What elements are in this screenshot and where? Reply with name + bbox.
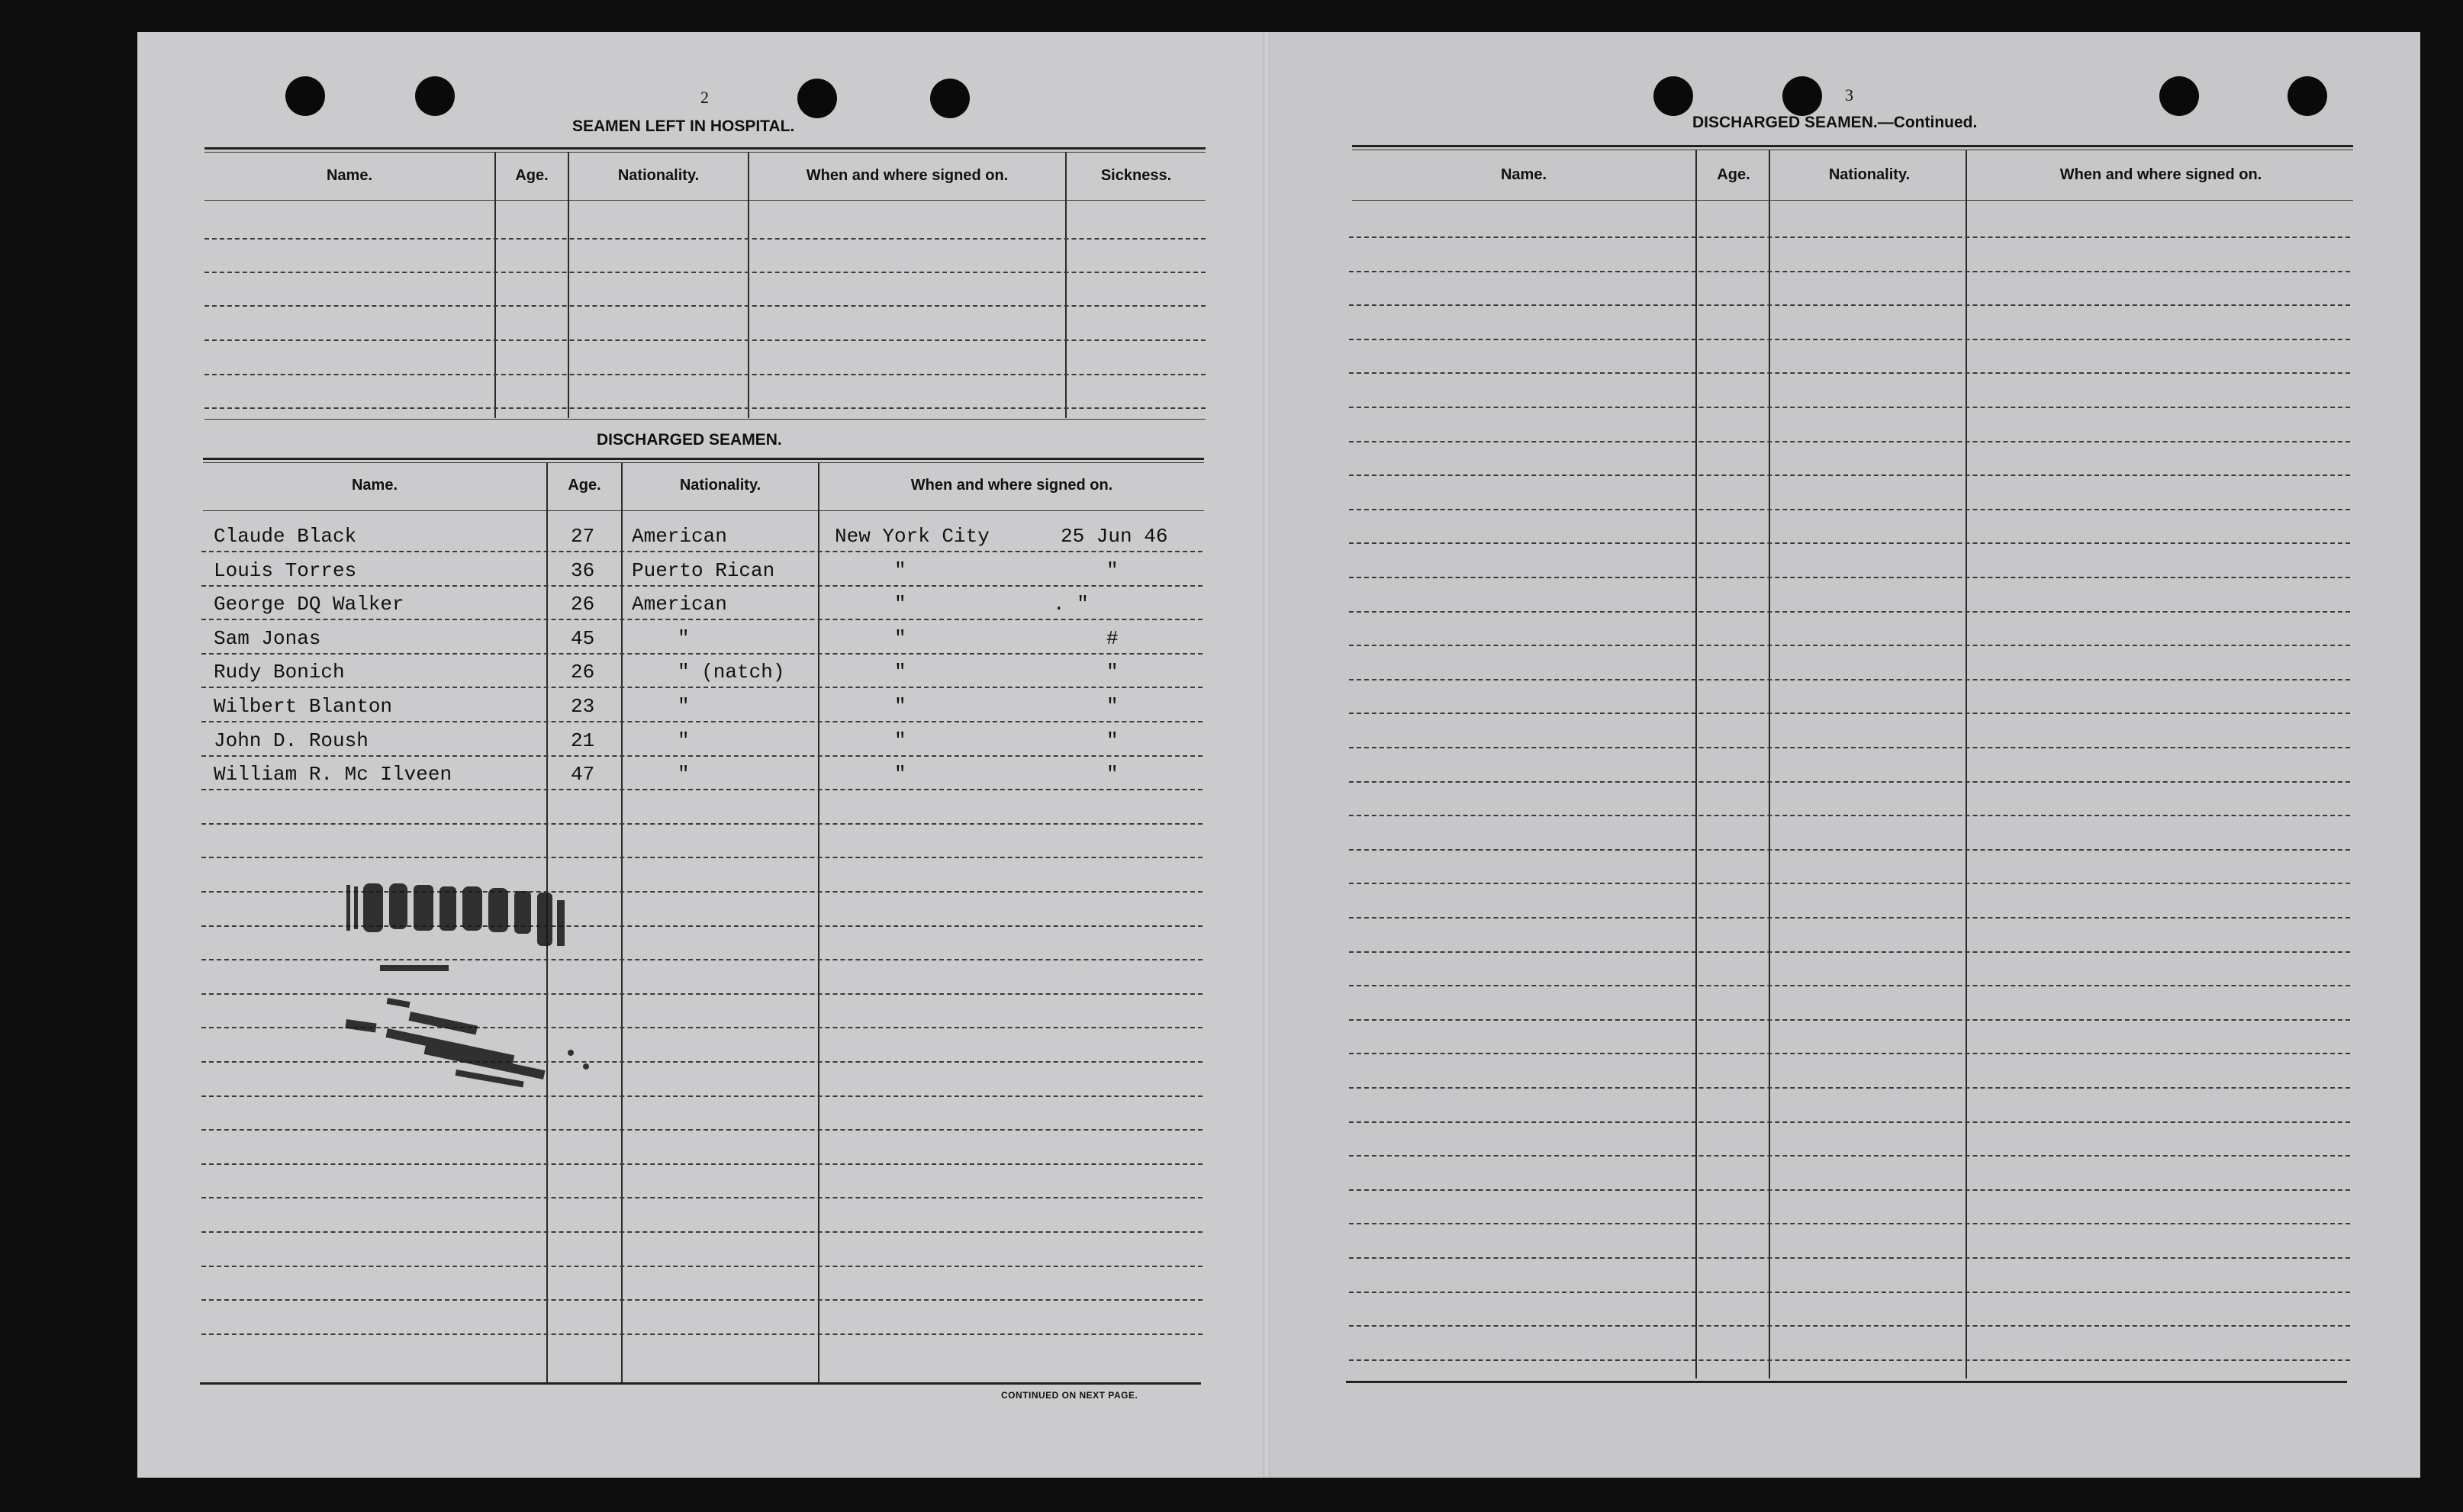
cell-place: " <box>894 695 906 718</box>
cell-name: Sam Jonas <box>214 627 321 650</box>
row-line <box>1349 611 2350 613</box>
right-header-name: Name. <box>1500 166 1547 183</box>
punch-hole <box>2288 76 2327 116</box>
discharged-header-rule <box>203 510 1204 511</box>
cell-name: Claude Black <box>214 525 357 548</box>
received-stamp <box>342 870 632 1106</box>
cell-place: " <box>894 729 906 752</box>
row-line <box>1349 372 2350 374</box>
row-line <box>201 1129 1203 1131</box>
hospital-col-divider <box>748 153 749 418</box>
hospital-row-line <box>204 407 1206 409</box>
cell-nationality: " <box>678 627 690 650</box>
discharged-header-signed-on: When and where signed on. <box>910 477 1113 494</box>
row-line <box>1349 747 2350 748</box>
row-line <box>1349 509 2350 510</box>
cell-date: . " <box>1053 593 1089 616</box>
continued-footer: CONTINUED ON NEXT PAGE. <box>1001 1390 1138 1401</box>
row-line <box>1349 577 2350 578</box>
row-line <box>1349 679 2350 680</box>
cell-nationality: American <box>632 593 727 616</box>
hospital-row-line <box>204 339 1206 341</box>
cell-date: " <box>1106 763 1119 786</box>
row-line <box>201 755 1203 757</box>
cell-age: 47 <box>571 763 595 786</box>
cell-place: " <box>894 593 906 616</box>
cell-date: " <box>1106 661 1119 684</box>
hospital-col-divider <box>1065 153 1067 418</box>
discharged-header-nationality: Nationality. <box>679 477 761 494</box>
hospital-row-line <box>204 374 1206 375</box>
row-line <box>201 551 1203 552</box>
row-line <box>1349 1019 2350 1021</box>
row-line <box>1349 407 2350 408</box>
cell-date: " <box>1106 729 1119 752</box>
row-line <box>1349 985 2350 986</box>
discharged-continued-title: DISCHARGED SEAMEN.—Continued. <box>1692 114 1978 131</box>
row-line <box>201 687 1203 688</box>
cell-age: 36 <box>571 559 595 582</box>
cell-nationality: " <box>678 695 690 718</box>
row-line <box>201 585 1203 587</box>
hospital-row-line <box>204 238 1206 240</box>
row-line <box>1349 951 2350 953</box>
hospital-section-title: SEAMEN LEFT IN HOSPITAL. <box>572 117 795 135</box>
cell-name: William R. Mc Ilveen <box>214 763 452 786</box>
row-line <box>1349 1155 2350 1157</box>
row-line <box>201 1163 1203 1165</box>
cell-place: " <box>894 627 906 650</box>
row-line <box>1349 1257 2350 1259</box>
hospital-row-line <box>204 272 1206 273</box>
right-page <box>1267 32 2420 1478</box>
cell-name: Louis Torres <box>214 559 357 582</box>
cell-nationality: " <box>678 729 690 752</box>
row-line <box>1349 236 2350 238</box>
hospital-col-divider <box>494 153 496 418</box>
row-line <box>201 1197 1203 1198</box>
row-line <box>1349 339 2350 340</box>
hospital-row-line <box>204 305 1206 307</box>
cell-name: Rudy Bonich <box>214 661 345 684</box>
row-line <box>1349 645 2350 646</box>
hospital-header-name: Name. <box>326 167 373 184</box>
punch-hole <box>1782 76 1822 116</box>
punch-hole <box>415 76 455 116</box>
row-line <box>201 1299 1203 1301</box>
row-line <box>1349 304 2350 306</box>
row-line <box>1349 1292 2350 1293</box>
discharged-col-divider <box>818 462 819 1382</box>
row-line <box>1349 781 2350 783</box>
row-line <box>1349 713 2350 714</box>
right-table-bottom-rule <box>1346 1381 2347 1383</box>
discharged-table-top-rule <box>203 458 1204 460</box>
punch-hole <box>2159 76 2199 116</box>
punch-hole <box>797 79 837 118</box>
cell-name: Wilbert Blanton <box>214 695 393 718</box>
discharged-table-top-rule-2 <box>203 462 1204 463</box>
row-line <box>1349 1087 2350 1089</box>
right-col-divider <box>1966 150 1967 1378</box>
hospital-table-top-rule <box>204 147 1206 150</box>
cell-name: George DQ Walker <box>214 593 404 616</box>
cell-age: 26 <box>571 593 595 616</box>
cell-nationality: " (natch) <box>678 661 785 684</box>
cell-date: " <box>1106 695 1119 718</box>
hospital-table-top-rule-2 <box>204 152 1206 153</box>
right-header-signed-on: When and where signed on. <box>2059 166 2262 183</box>
hospital-header-sickness: Sickness. <box>1100 167 1172 184</box>
page-number: 3 <box>1845 85 1853 105</box>
hospital-header-rule <box>204 200 1206 201</box>
row-line <box>1349 1359 2350 1361</box>
row-line <box>201 1266 1203 1267</box>
punch-hole <box>285 76 325 116</box>
row-line <box>201 653 1203 655</box>
row-line <box>201 823 1203 825</box>
cell-age: 26 <box>571 661 595 684</box>
row-line <box>1349 815 2350 816</box>
cell-age: 45 <box>571 627 595 650</box>
hospital-header-nationality: Nationality. <box>617 167 700 184</box>
row-line <box>201 857 1203 858</box>
page-number: 2 <box>700 88 709 107</box>
row-line <box>201 619 1203 620</box>
page-fold <box>1263 32 1270 1478</box>
right-header-rule <box>1352 200 2353 201</box>
row-line <box>201 789 1203 790</box>
row-line <box>1349 1053 2350 1054</box>
cell-age: 23 <box>571 695 595 718</box>
cell-nationality: Puerto Rican <box>632 559 775 582</box>
right-table-top-rule <box>1352 145 2353 147</box>
row-line <box>1349 475 2350 476</box>
hospital-col-divider <box>568 153 569 418</box>
row-line <box>1349 542 2350 544</box>
cell-place: New York City <box>835 525 990 548</box>
discharged-header-name: Name. <box>351 477 398 494</box>
row-line <box>1349 849 2350 851</box>
row-line <box>1349 441 2350 442</box>
right-col-divider <box>1769 150 1770 1378</box>
cell-nationality: American <box>632 525 727 548</box>
hospital-header-age: Age. <box>515 167 549 184</box>
cell-nationality: " <box>678 763 690 786</box>
row-line <box>1349 1223 2350 1224</box>
row-line <box>1349 1189 2350 1191</box>
row-line <box>1349 917 2350 918</box>
cell-place: " <box>894 763 906 786</box>
cell-date: 25 Jun 46 <box>1061 525 1168 548</box>
cell-name: John D. Roush <box>214 729 369 752</box>
cell-place: " <box>894 661 906 684</box>
cell-place: " <box>894 559 906 582</box>
row-line <box>1349 1121 2350 1123</box>
row-line <box>201 1333 1203 1335</box>
discharged-section-title: DISCHARGED SEAMEN. <box>597 431 782 449</box>
cell-age: 21 <box>571 729 595 752</box>
discharged-header-age: Age. <box>568 477 601 494</box>
cell-date: # <box>1106 627 1119 650</box>
cell-date: " <box>1106 559 1119 582</box>
row-line <box>201 1231 1203 1233</box>
row-line <box>1349 271 2350 272</box>
row-line <box>1349 883 2350 884</box>
punch-hole <box>1653 76 1693 116</box>
hospital-table-bottom-rule <box>204 419 1206 420</box>
discharged-table-bottom-rule <box>200 1382 1201 1385</box>
cell-age: 27 <box>571 525 595 548</box>
right-col-divider <box>1695 150 1697 1378</box>
hospital-header-signed-on: When and where signed on. <box>806 167 1009 184</box>
right-header-nationality: Nationality. <box>1828 166 1911 183</box>
right-header-age: Age. <box>1717 166 1750 183</box>
punch-hole <box>930 79 970 118</box>
row-line <box>1349 1325 2350 1327</box>
row-line <box>201 721 1203 722</box>
